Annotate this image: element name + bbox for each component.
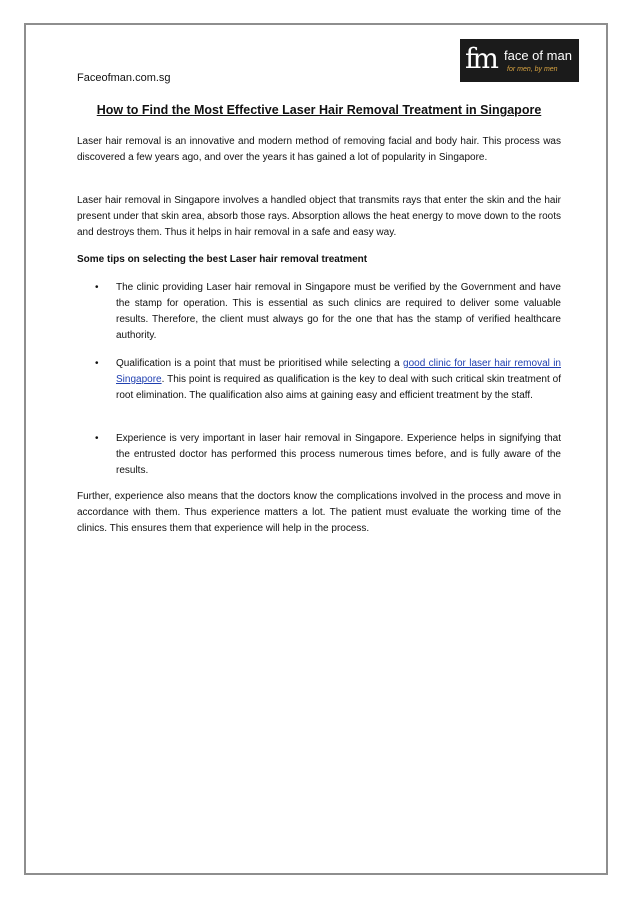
logo-brand: face of man [504, 48, 572, 63]
logo-mark: fm [465, 42, 496, 75]
intro-paragraph: Laser hair removal is an innovative and modern method of removing facial and body hair. This process was discovered a few years ago, and over the years it has gained a lot of popularity in Singapore. [77, 136, 561, 163]
clinic-link[interactable]: good clinic for laser hair removal in Singapore [116, 358, 561, 385]
document-title: How to Find the Most Effective Laser Hair Removal Treatment in Singapore [96, 103, 542, 117]
logo-tagline: for men, by men [507, 66, 558, 73]
closing-paragraph: Further, experience also means that the doctors know the complications involved in the process and move in accordance with them. Thus experience matters a lot. The patient must evaluate the working time of the clinics. This ensures them that experience will help in the process. [77, 491, 561, 534]
face-of-man-logo [460, 39, 579, 82]
list-item-text-after: . This point is required as qualification is the key to deal with such critical skin treatment of root elimination. The qualification also aims at gaining easy and efficient treatment by the staff. [116, 374, 561, 401]
process-paragraph: Laser hair removal in Singapore involves a handled object that transmits rays that enter the skin and the hair present under that skin area, absorb those rays. Absorption allows the heat energy to move down to the roots and destroys them. Thus it helps in hair removal in a safe and easy way. [77, 195, 561, 238]
list-item-text [116, 356, 561, 404]
site-name: Faceofman.com.sg [77, 72, 171, 84]
bullet-icon: • [95, 358, 99, 369]
bullet-icon: • [95, 433, 99, 444]
bullet-icon: • [95, 282, 99, 293]
list-item-text-before: Qualification is a point that must be prioritised while selecting a [116, 358, 404, 369]
list-item-text: The clinic providing Laser hair removal in Singapore must be verified by the Government and have the stamp for operation. This is essential as such clinics are required to deliver some valuable results. Therefore, the client must always go for the one that has the stamp of verified healthcare authority. [116, 282, 561, 341]
list-item-text: Experience is very important in laser hair removal in Singapore. Experience helps in signifying that the entrusted doctor has performed this process numerous times before, and is fully aware of the results. [116, 433, 561, 476]
tips-heading: Some tips on selecting the best Laser hair removal treatment [77, 254, 368, 265]
